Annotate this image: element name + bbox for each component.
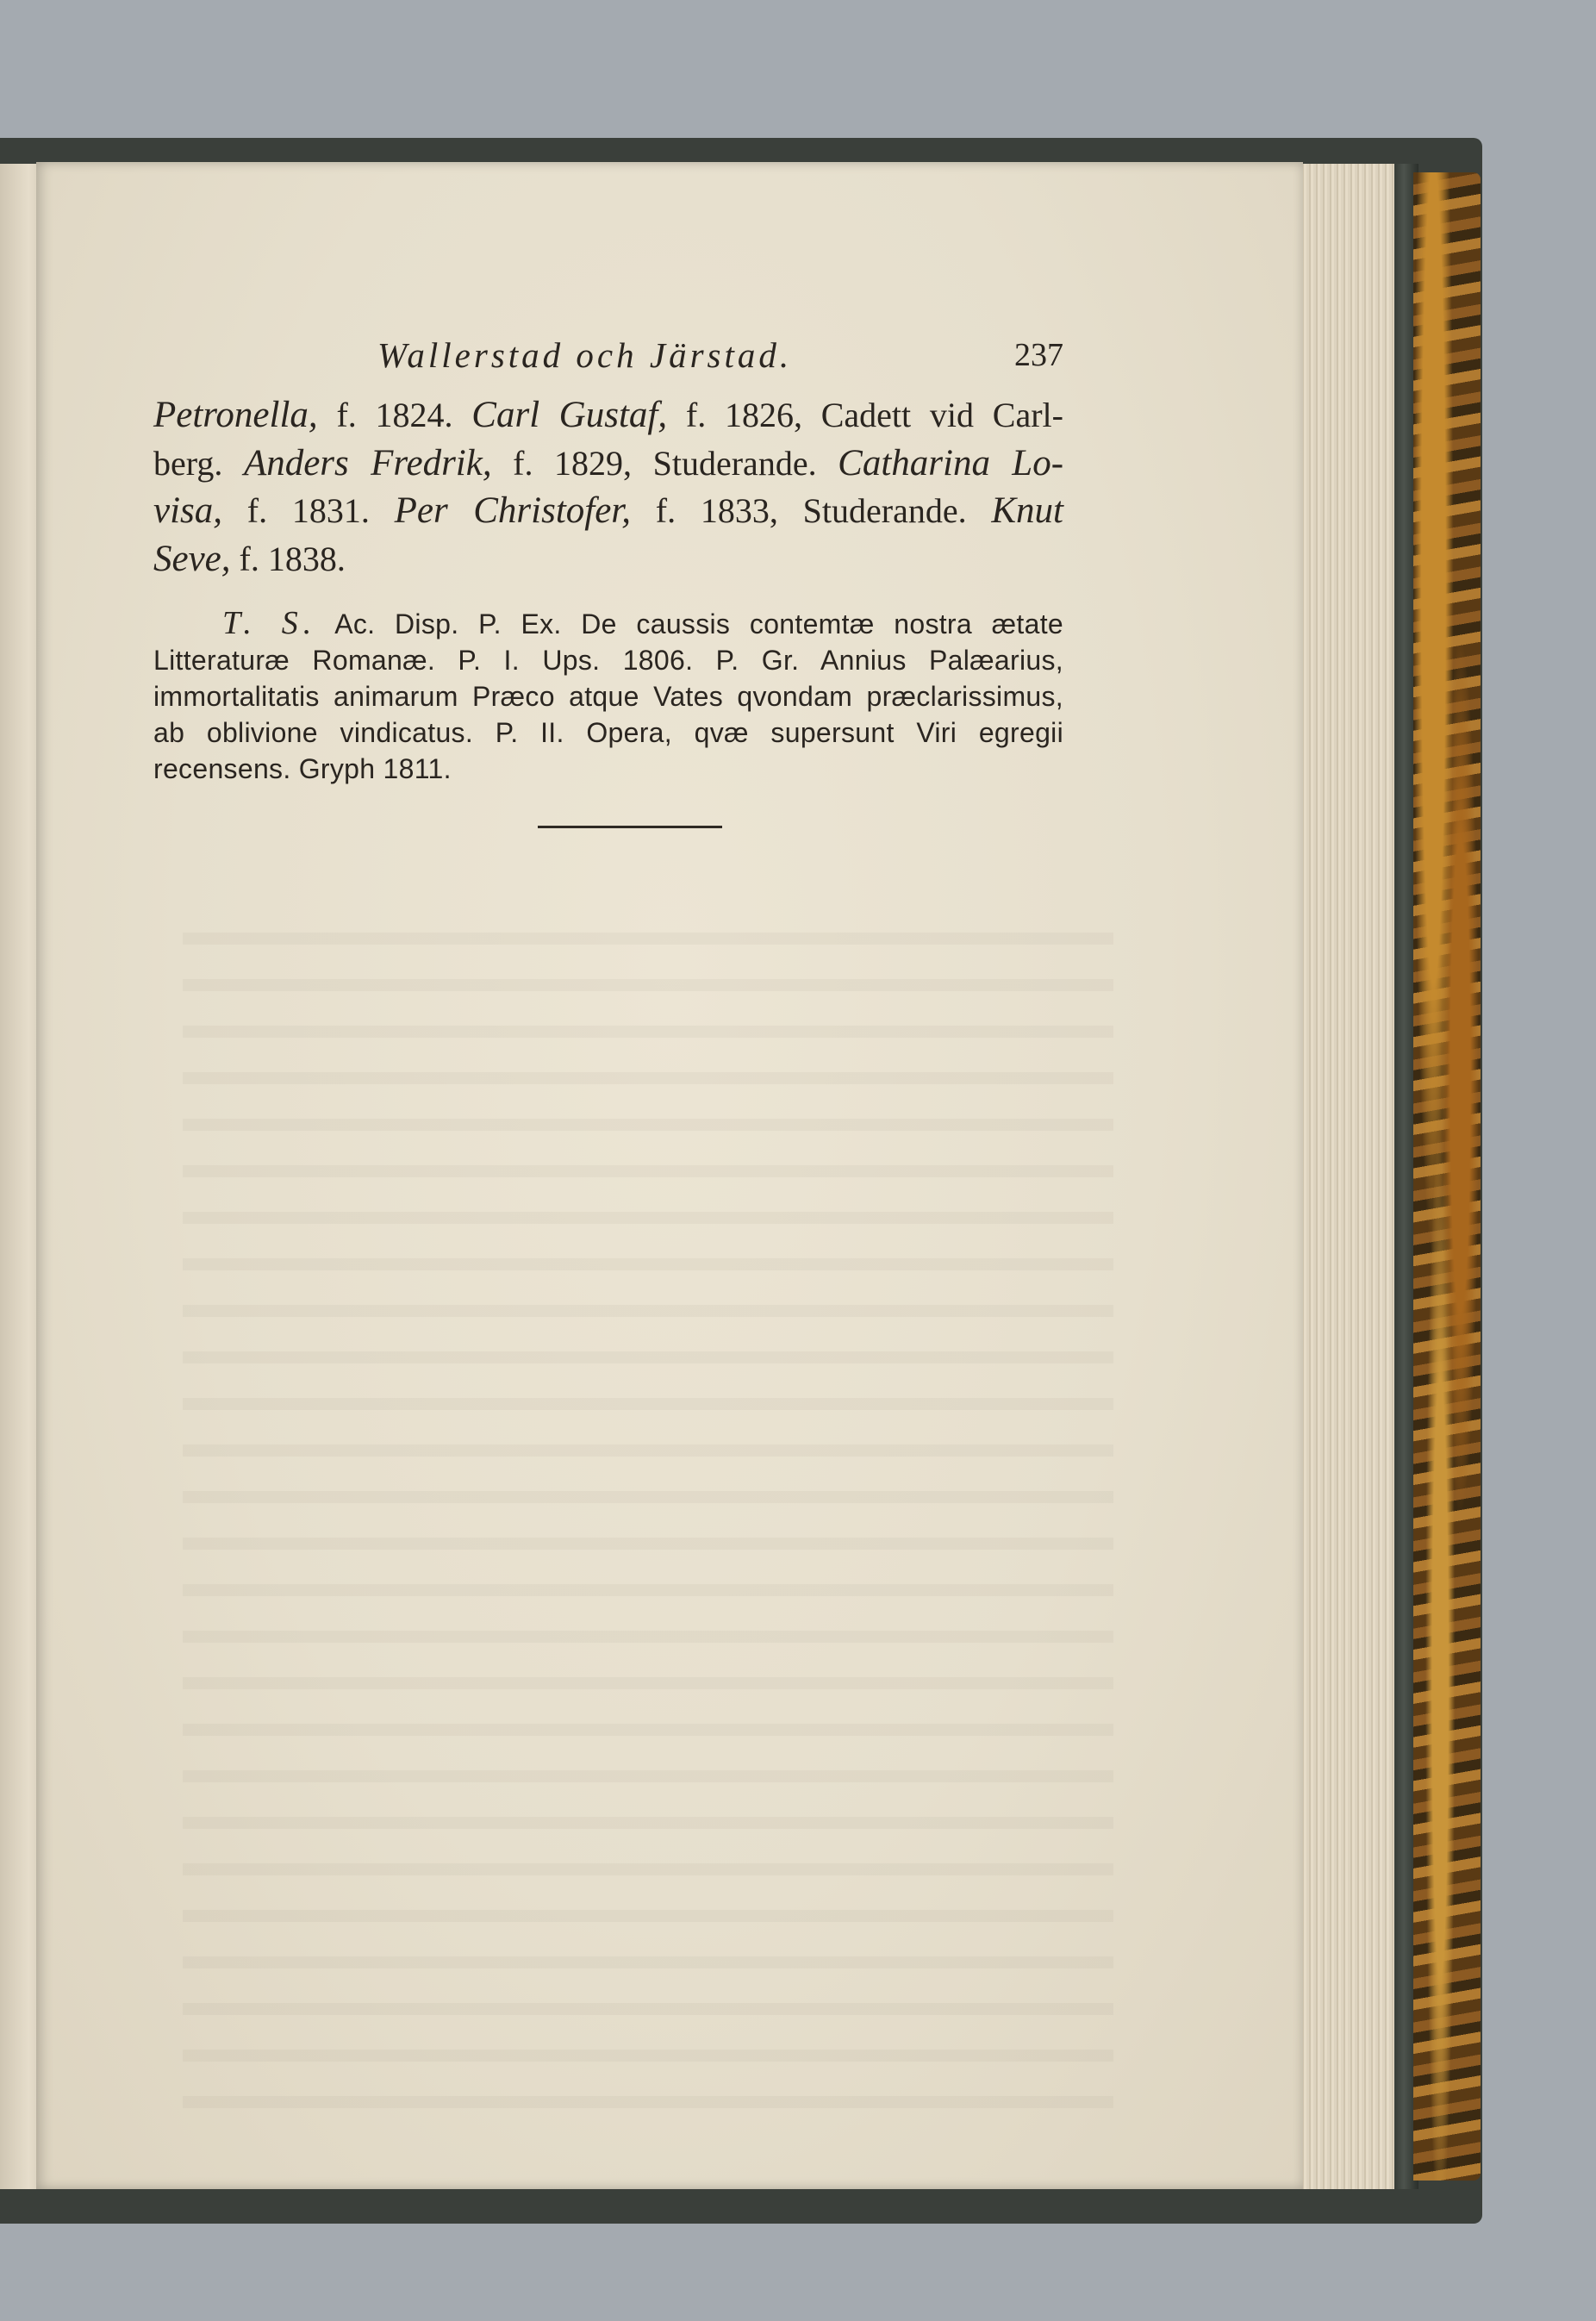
running-title: Wallerstad och Järstad. — [377, 335, 793, 375]
person-name: Knut — [991, 490, 1063, 531]
section-divider — [538, 826, 722, 828]
bibliography-paragraph — [153, 605, 1063, 787]
paragraph-line: berg. Anders Fredrik, f. 1829, Studerande. Catharina Lo- — [153, 442, 1064, 484]
paragraph-line: ab oblivione vindicatus. P. II. Opera, qvæ supersunt Viri egregii — [153, 717, 1063, 748]
paragraph-line: Petronella, f. 1824. Carl Gustaf, f. 1826, Cadett vid Carl- — [153, 395, 1063, 435]
paragraph-line: immortalitatis animarum Præco atque Vates qvondam præclarissimus, — [153, 681, 1063, 712]
person-name: Carl Gustaf, — [471, 395, 668, 435]
page-text — [153, 334, 1063, 787]
paragraph-line: Seve, f. 1838. — [153, 538, 346, 579]
marbled-board — [1413, 172, 1481, 2181]
paragraph-line: Litteraturæ Romanæ. P. I. Ups. 1806. P. Gr. Annius Palæarius, — [153, 645, 1063, 676]
running-header — [153, 334, 1063, 379]
person-name: Per Christofer, — [394, 490, 632, 531]
paragraph-line: visa, f. 1831. Per Christofer, f. 1833, Studerande. Knut — [153, 490, 1063, 531]
paragraph-line: recensens. Gryph 1811. — [153, 753, 452, 784]
show-through — [183, 903, 1113, 2127]
paragraph-line: T. S. Ac. Disp. P. Ex. De caussis contemtæ nostra ætate — [153, 605, 1063, 642]
page-block-edge — [1293, 164, 1394, 2189]
person-name: Catharina Lo- — [838, 442, 1064, 484]
previous-page-edge — [0, 164, 41, 2189]
author-initials: T. S. — [222, 605, 317, 641]
person-name: Petronella, — [153, 395, 318, 435]
person-name: Seve, — [153, 538, 231, 579]
person-name: Anders Fredrik, — [243, 442, 492, 484]
person-name: visa, — [153, 490, 223, 531]
page-number: 237 — [1014, 337, 1063, 373]
family-paragraph — [153, 391, 1063, 583]
